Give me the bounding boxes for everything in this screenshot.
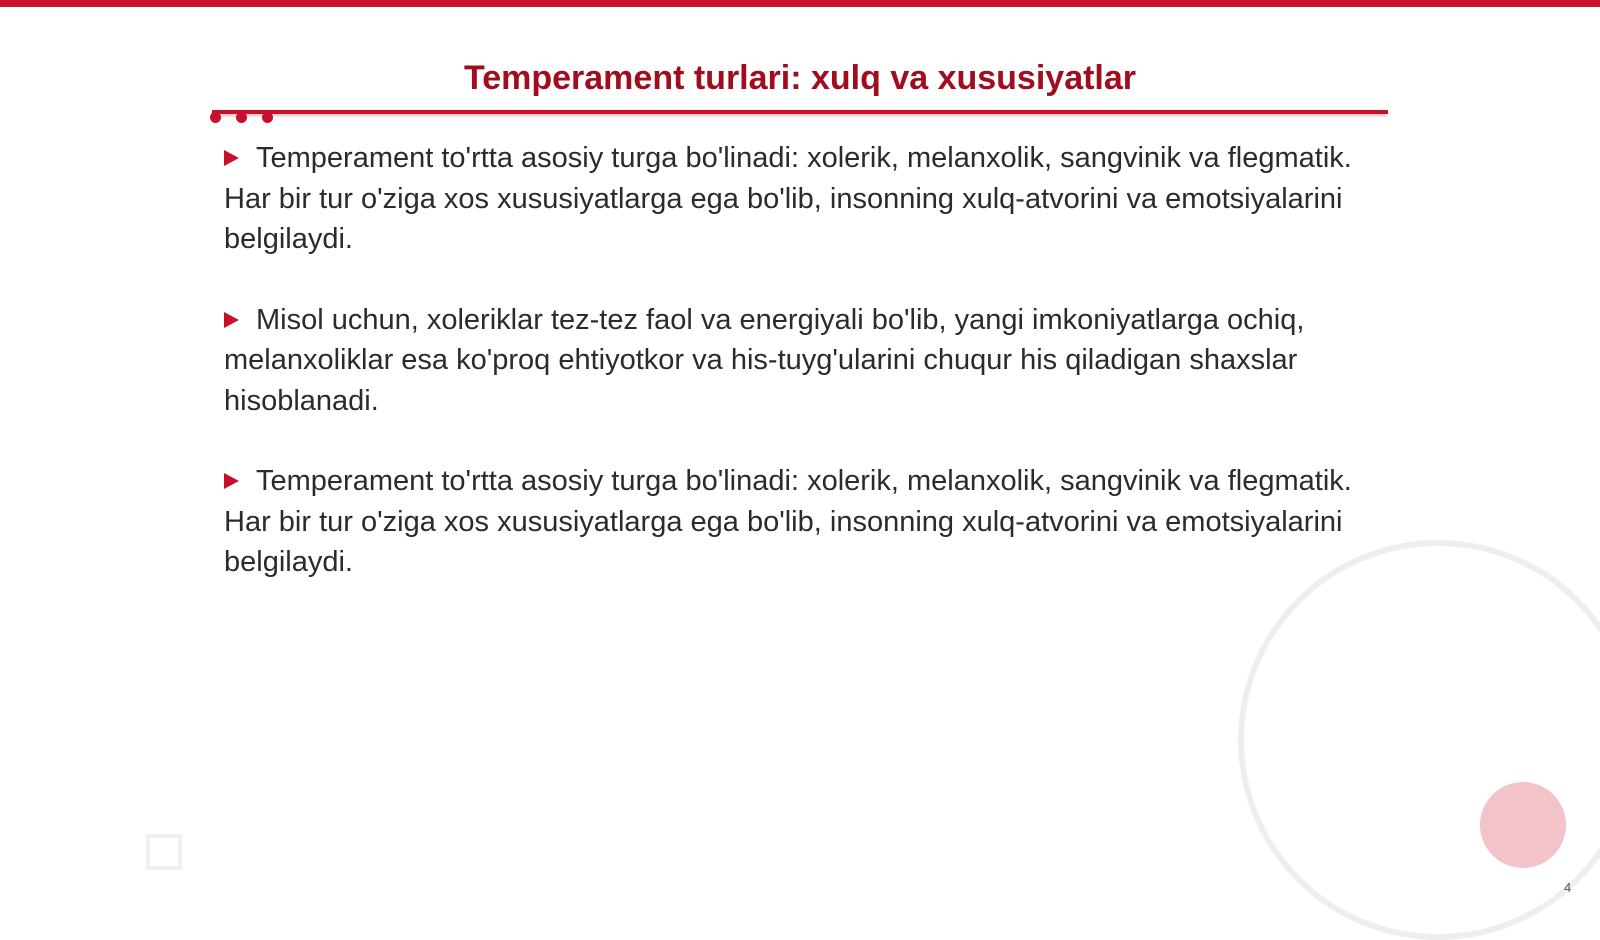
bullet-arrow-icon bbox=[224, 150, 239, 166]
decorative-dot bbox=[210, 112, 221, 123]
decorative-pink-circle bbox=[1480, 782, 1566, 868]
bullet-item bbox=[224, 461, 1394, 583]
decorative-square bbox=[146, 834, 182, 870]
bullet-list bbox=[224, 138, 1394, 623]
title-underline bbox=[212, 110, 1388, 114]
slide-title: Temperament turlari: xulq va xususiyatlar bbox=[463, 59, 1137, 97]
bullet-arrow-icon bbox=[224, 473, 239, 489]
bullet-text: Temperament to'rtta asosiy turga bo'linadi: xolerik, melanxolik, sangvinik va flegmatik. Har bir tur o'ziga xos xususiyatlarga ega bo'lib, insonning xulq-atvorini va emotsiyalarini belgilaydi. bbox=[224, 465, 1352, 578]
bullet-text: Misol uchun, xoleriklar tez-tez faol va energiyali bo'lib, yangi imkoniyatlarga ochiq, melanxoliklar esa ko'proq ehtiyotkor va his-tuyg'ularini chuqur his qiladigan shaxslar hisoblanadi. bbox=[224, 303, 1305, 417]
decorative-dot bbox=[262, 112, 273, 123]
decorative-dot bbox=[236, 112, 247, 123]
bullet-text: Temperament to'rtta asosiy turga bo'linadi: xolerik, melanxolik, sangvinik va flegmatik. Har bir tur o'ziga xos xususiyatlarga ega bo'lib, insonning xulq-atvorini va emotsiyalarini belgilaydi. bbox=[224, 142, 1352, 255]
top-accent-bar bbox=[0, 0, 1600, 7]
bullet-item bbox=[224, 138, 1394, 260]
bullet-arrow-icon bbox=[224, 312, 239, 328]
slide-number: 4 bbox=[1564, 880, 1572, 895]
bullet-item bbox=[224, 300, 1394, 422]
